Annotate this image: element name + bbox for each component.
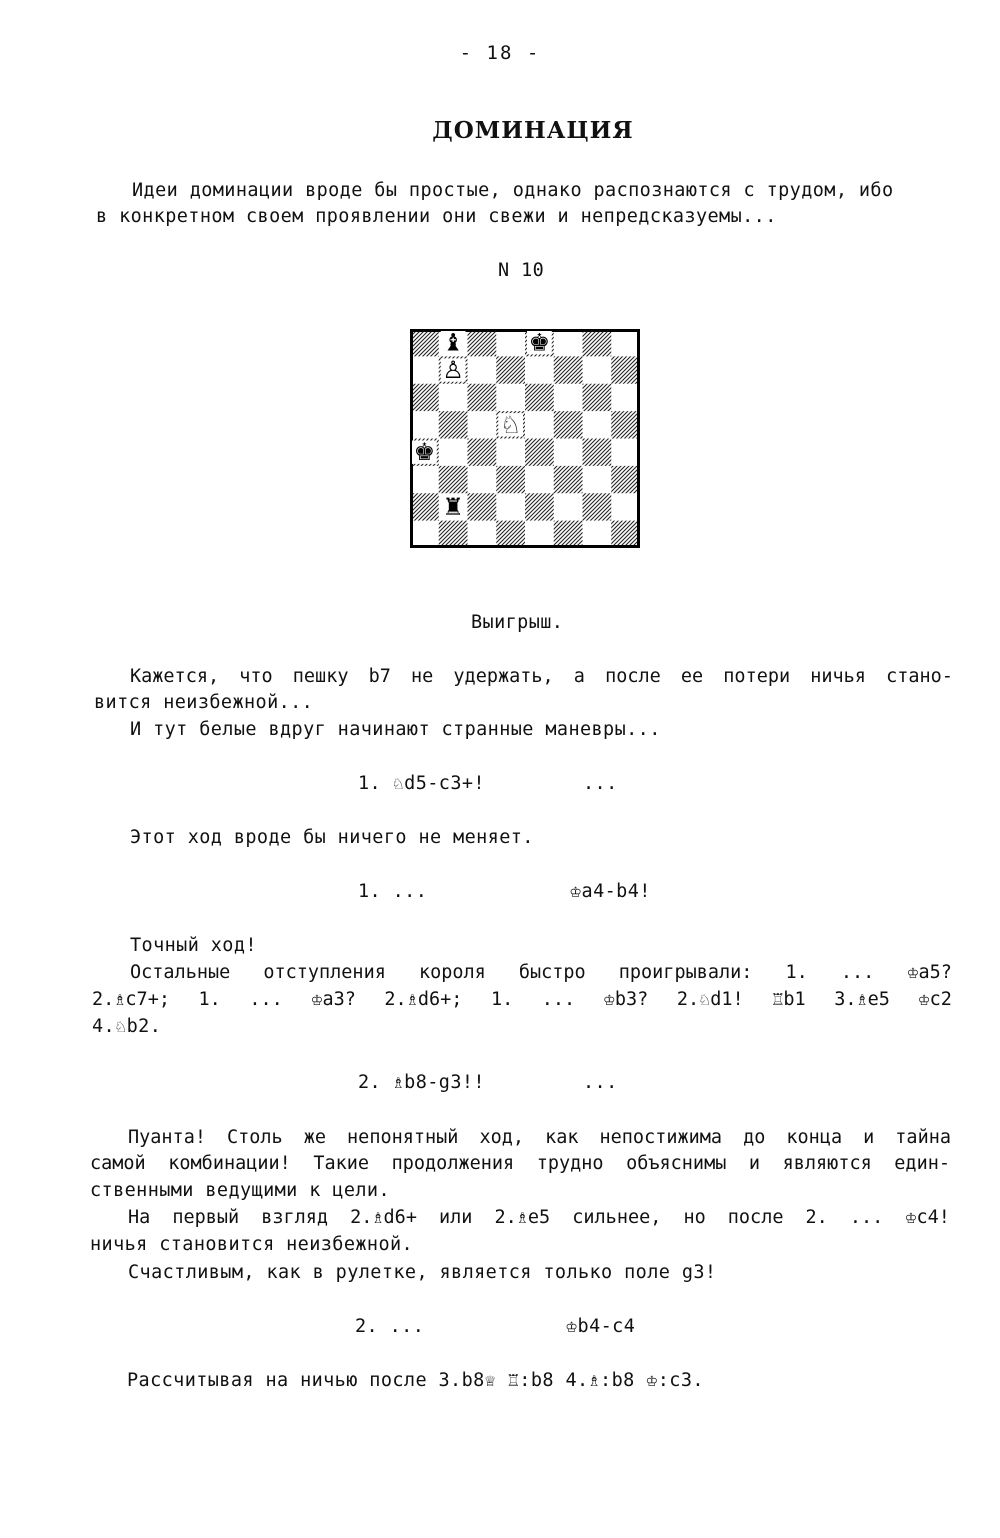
light-square xyxy=(554,329,583,357)
word: ♔c4! xyxy=(905,1207,950,1228)
word: непонятный xyxy=(347,1127,459,1148)
word: ♔b3? xyxy=(603,989,649,1010)
light-square xyxy=(583,521,612,548)
word: самой xyxy=(90,1153,146,1174)
light-square xyxy=(410,466,439,494)
dark-square xyxy=(468,384,497,412)
light-square xyxy=(554,493,583,521)
word: взгляд xyxy=(261,1207,329,1228)
intro-line-1: Идеи доминации вроде бы простые, однако распознаются с трудом, ибо xyxy=(132,180,894,201)
word: быстро xyxy=(518,962,586,983)
p3-line-3 xyxy=(92,989,952,1010)
word: ход, xyxy=(479,1127,525,1148)
light-square xyxy=(611,384,640,412)
word: трудно xyxy=(536,1153,604,1174)
light-square xyxy=(525,466,554,494)
word: ♔a3? xyxy=(311,989,356,1010)
light-square xyxy=(554,439,583,467)
light-square xyxy=(583,466,612,494)
word: проигрывали: xyxy=(618,962,753,983)
king-icon: ♔ xyxy=(566,1316,578,1337)
light-square xyxy=(611,493,640,521)
word: ... xyxy=(840,962,875,983)
word: 2.♗d6+ xyxy=(350,1207,417,1228)
word: На xyxy=(128,1207,151,1228)
move-2-reply: ... xyxy=(583,1072,618,1093)
light-square xyxy=(439,384,468,412)
p1-line-1 xyxy=(130,666,953,687)
word: отступления xyxy=(263,962,386,983)
word: 3.♗e5 xyxy=(834,989,890,1010)
word: сильнее, xyxy=(572,1207,662,1228)
dark-square xyxy=(468,493,497,521)
p4-line-1 xyxy=(128,1127,951,1148)
p3-line-4: 4.♘b2. xyxy=(92,1016,162,1037)
light-square xyxy=(468,356,497,384)
light-square xyxy=(468,466,497,494)
p4-line-6: Счастливым, как в рулетке, является только поле g3! xyxy=(128,1262,717,1283)
chess-piece-b8-icon: ♝ xyxy=(442,329,464,357)
move-2-black xyxy=(566,1316,635,1337)
p3-line-2 xyxy=(130,962,952,983)
dark-square xyxy=(525,493,554,521)
move-number: 1. xyxy=(358,773,382,794)
dark-square xyxy=(583,384,612,412)
move-1-white xyxy=(358,773,485,794)
move-text: d5-c3+! xyxy=(404,773,485,794)
word: короля xyxy=(418,962,486,983)
dark-square xyxy=(496,466,525,494)
dark-square xyxy=(611,356,640,384)
chess-piece-a4-icon: ♚ xyxy=(413,438,436,467)
move-1-number: 1. ... xyxy=(358,881,428,902)
word: не xyxy=(411,666,434,687)
dark-square xyxy=(496,521,525,548)
king-icon: ♔ xyxy=(570,881,582,902)
p4-line-5: ничья становится неизбежной. xyxy=(90,1234,414,1255)
word: до xyxy=(743,1127,766,1148)
word: Кажется, xyxy=(130,666,220,687)
word: и xyxy=(748,1153,761,1174)
word: ♔c2 xyxy=(918,989,952,1010)
dark-square xyxy=(439,411,468,439)
word: и xyxy=(863,1127,875,1148)
dark-square xyxy=(611,521,640,548)
dark-square xyxy=(554,466,583,494)
dark-square xyxy=(468,329,497,357)
move-text: b8-g3!! xyxy=(404,1072,485,1093)
dark-square xyxy=(611,411,640,439)
word: тайна xyxy=(895,1127,951,1148)
light-square xyxy=(525,356,554,384)
dark-square xyxy=(554,521,583,548)
light-square xyxy=(468,521,497,548)
word: потери xyxy=(723,666,791,687)
chess-piece-e8-icon: ♚ xyxy=(528,329,551,357)
word: Пуанта! xyxy=(128,1127,206,1148)
dark-square xyxy=(583,329,612,357)
p5-text: Рассчитывая на ничью после 3.b8♕ ♖:b8 4.♗:b8 ♔:c3. xyxy=(127,1370,704,1391)
knight-icon: ♘ xyxy=(392,773,405,794)
dark-square xyxy=(583,439,612,467)
light-square xyxy=(496,493,525,521)
light-square xyxy=(554,384,583,412)
dark-square xyxy=(439,521,468,548)
word: 2.♗c7+; xyxy=(92,989,170,1010)
dark-square xyxy=(410,384,439,412)
word: а xyxy=(573,666,585,687)
word: 1. xyxy=(490,989,514,1010)
dark-square xyxy=(611,466,640,494)
dark-square xyxy=(554,411,583,439)
dark-square xyxy=(410,329,439,357)
word: 1. xyxy=(785,962,808,983)
dark-square xyxy=(525,439,554,467)
light-square xyxy=(611,329,640,357)
word: Такие xyxy=(313,1153,370,1174)
light-square xyxy=(611,439,640,467)
word: непостижима xyxy=(599,1127,723,1148)
word: ... xyxy=(541,989,576,1010)
word: 2.♘d1! xyxy=(676,989,744,1010)
word: после xyxy=(727,1207,784,1228)
word: же xyxy=(303,1127,327,1148)
dark-square xyxy=(554,356,583,384)
p2-text: Этот ход вроде бы ничего не меняет. xyxy=(130,827,534,848)
chess-diagram xyxy=(410,329,640,548)
light-square xyxy=(410,356,439,384)
p4-line-3: ственными ведущими к цели. xyxy=(90,1180,390,1201)
light-square xyxy=(410,521,439,548)
word: комбинации! xyxy=(168,1153,291,1174)
light-square xyxy=(410,411,439,439)
move-text: a4-b4! xyxy=(581,881,651,902)
p3-line-1: Точный ход! xyxy=(130,935,257,956)
light-square xyxy=(496,439,525,467)
word: 2.♗d6+; xyxy=(384,989,463,1010)
word: удержать, xyxy=(453,666,554,687)
word: продолжения xyxy=(391,1153,515,1174)
move-text: b4-c4 xyxy=(577,1316,636,1337)
bishop-icon: ♗ xyxy=(392,1072,405,1093)
page-number: - 18 - xyxy=(459,42,541,64)
move-number: 2. xyxy=(358,1072,382,1093)
light-square xyxy=(468,411,497,439)
chess-piece-b7-icon: ♙ xyxy=(442,356,464,385)
word: конца xyxy=(786,1127,843,1148)
light-square xyxy=(525,411,554,439)
move-1-black xyxy=(570,881,651,902)
word: как xyxy=(545,1127,579,1148)
dark-square xyxy=(410,493,439,521)
diagram-result: Выигрыш. xyxy=(471,612,564,633)
dark-square xyxy=(525,384,554,412)
word: Столь xyxy=(227,1127,283,1148)
word: но xyxy=(683,1207,706,1228)
word: 2. xyxy=(805,1207,828,1228)
diagram-number: N 10 xyxy=(498,260,545,281)
light-square xyxy=(496,329,525,357)
word: что xyxy=(239,666,273,687)
word: 2.♗e5 xyxy=(494,1207,551,1228)
p4-line-2 xyxy=(90,1153,950,1174)
p1-line-3: И тут белые вдруг начинают странные маневры... xyxy=(130,719,661,740)
chess-piece-b2-icon: ♜ xyxy=(442,492,464,521)
light-square xyxy=(583,411,612,439)
move-2-white xyxy=(358,1072,485,1093)
word: ♖b1 xyxy=(772,989,806,1010)
word: первый xyxy=(172,1207,240,1228)
dark-square xyxy=(468,439,497,467)
word: ее xyxy=(680,666,704,687)
word: 1. xyxy=(198,989,221,1010)
light-square xyxy=(496,384,525,412)
intro-line-2: в конкретном своем проявлении они свежи и непредсказуемы... xyxy=(96,206,777,227)
p4-line-4 xyxy=(128,1207,950,1228)
word: являются xyxy=(782,1153,872,1174)
word: пешку xyxy=(292,666,349,687)
word: Остальные xyxy=(130,962,231,983)
word: ничья xyxy=(810,666,866,687)
word: един- xyxy=(894,1153,950,1174)
word: после xyxy=(605,666,661,687)
word: ♔a5? xyxy=(907,962,952,983)
move-1-reply: ... xyxy=(583,773,618,794)
light-square xyxy=(583,356,612,384)
word: или xyxy=(439,1207,473,1228)
word: объяснимы xyxy=(626,1153,727,1174)
light-square xyxy=(439,439,468,467)
chapter-title: ДОМИНАЦИЯ xyxy=(432,117,634,144)
dark-square xyxy=(583,493,612,521)
word: ... xyxy=(849,1207,884,1228)
word: b7 xyxy=(368,666,391,687)
dark-square xyxy=(439,466,468,494)
word: ... xyxy=(249,989,283,1010)
chess-piece-d5-icon: ♘ xyxy=(499,410,522,439)
dark-square xyxy=(496,356,525,384)
move-2-number: 2. ... xyxy=(355,1316,425,1337)
word: стано- xyxy=(886,666,953,687)
light-square xyxy=(525,521,554,548)
p1-line-2: вится неизбежной... xyxy=(94,692,314,713)
